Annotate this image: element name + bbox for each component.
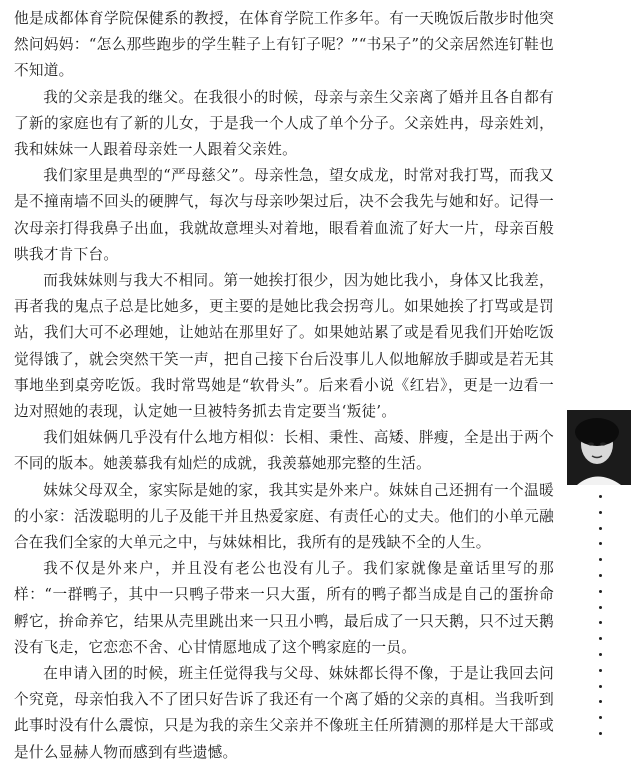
paragraph-6: 妹妹父母双全，家实际是她的家，我其实是外来户。妹妹自己还拥有一个温暖的小家：活泼聪明的儿子及能干并且热爱家庭、有责任心的丈夫。他们的小单元融合在我们全家的大单元之中，与妹妹相比，我所有的是残缺不全的人生。 [14,481,554,552]
dot [599,669,602,672]
paragraph-8: 在申请入团的时候，班主任觉得我与父母、妹妹都长得不像，于是让我回去问个究竟，母亲怕我入不了团只好告诉了我还有一个离了婚的父亲的真相。当我听到此事时没有什么震惊，只是为我的亲生父亲并不像班主任所猜测的那样是大干部或是什么显赫人物而感到有些遗憾。 [14,665,554,761]
article-body [14,6,554,766]
paragraph-3: 我们家里是典型的“严母慈父”。母亲性急，望女成龙，时常对我打骂，而我又是不撞南墙不回头的硬脾气，每次与母亲吵架过后，决不会我先与她和好。记得一次母亲打得我鼻子出血，我就故意埋头对着地，眼看着血流了好大一片，母亲百般哄我才肯下台。 [14,167,554,263]
dot [599,495,602,498]
dot [599,637,602,640]
paragraph-2: 我的父亲是我的继父。在我很小的时候，母亲与亲生父亲离了婚并且各自都有了新的家庭也有了新的儿女，于是我一个人成了单个分子。父亲姓冉，母亲姓刘，我和妹妹一人跟着母亲姓一人跟着父亲姓。 [14,88,554,159]
paragraph-4: 而我妹妹则与我大不相同。第一她挨打很少，因为她比我小，身体又比我差，再者我的鬼点子总是比她多，更主要的是她比我会拐弯儿。如果她挨了打骂或是罚站，我们大可不必理她，让她站在那里好了。如果她站累了或是看见我们开始吃饭觉得饿了，就会突然干笑一声，把自己接下台后没事儿人似地解放手脚或是若无其事地坐到桌旁吃饭。我时常骂她是“软骨头”。后来看小说《红岩》，更是一边看一边对照她的表现，认定她一旦被特务抓去肯定要当‘叛徒’。 [14,272,554,421]
dot [599,700,602,703]
dot [599,590,602,593]
dot [599,606,602,609]
paragraph-7: 我不仅是外来户，并且没有老公也没有儿子。我们家就像是童话里写的那样：“一群鸭子，其中一只鸭子带来一只大蛋，所有的鸭子都当成是自己的蛋拚命孵它，拚命养它，结果从壳里跳出来一只丑小鸭，最后成了一只天鹅，只不过天鹅没有飞走，它恋恋不舍、心甘情愿地成了这个鸭家庭的一员。 [14,560,554,656]
dot [599,574,602,577]
dot [599,542,602,545]
dot [599,511,602,514]
paragraph-1: 他是成都体育学院保健系的教授，在体育学院工作多年。有一天晚饭后散步时他突然问妈妈：“怎么那些跑步的学生鞋子上有钉子呢？”“书呆子”的父亲居然连钉鞋也不知道。 [14,10,554,80]
dot [599,558,602,561]
portrait-image [567,410,631,485]
dot [599,685,602,688]
paragraph-5: 我们姐妹俩几乎没有什么地方相似：长相、秉性、高矮、胖瘦，全是出于两个不同的版本。她羡慕我有灿烂的成就，我羡慕她那完整的生活。 [14,429,554,473]
dot [599,527,602,530]
dot [599,716,602,719]
dot [599,621,602,624]
dot [599,653,602,656]
decorative-dot-column [596,495,604,735]
portrait-photo [567,410,631,485]
